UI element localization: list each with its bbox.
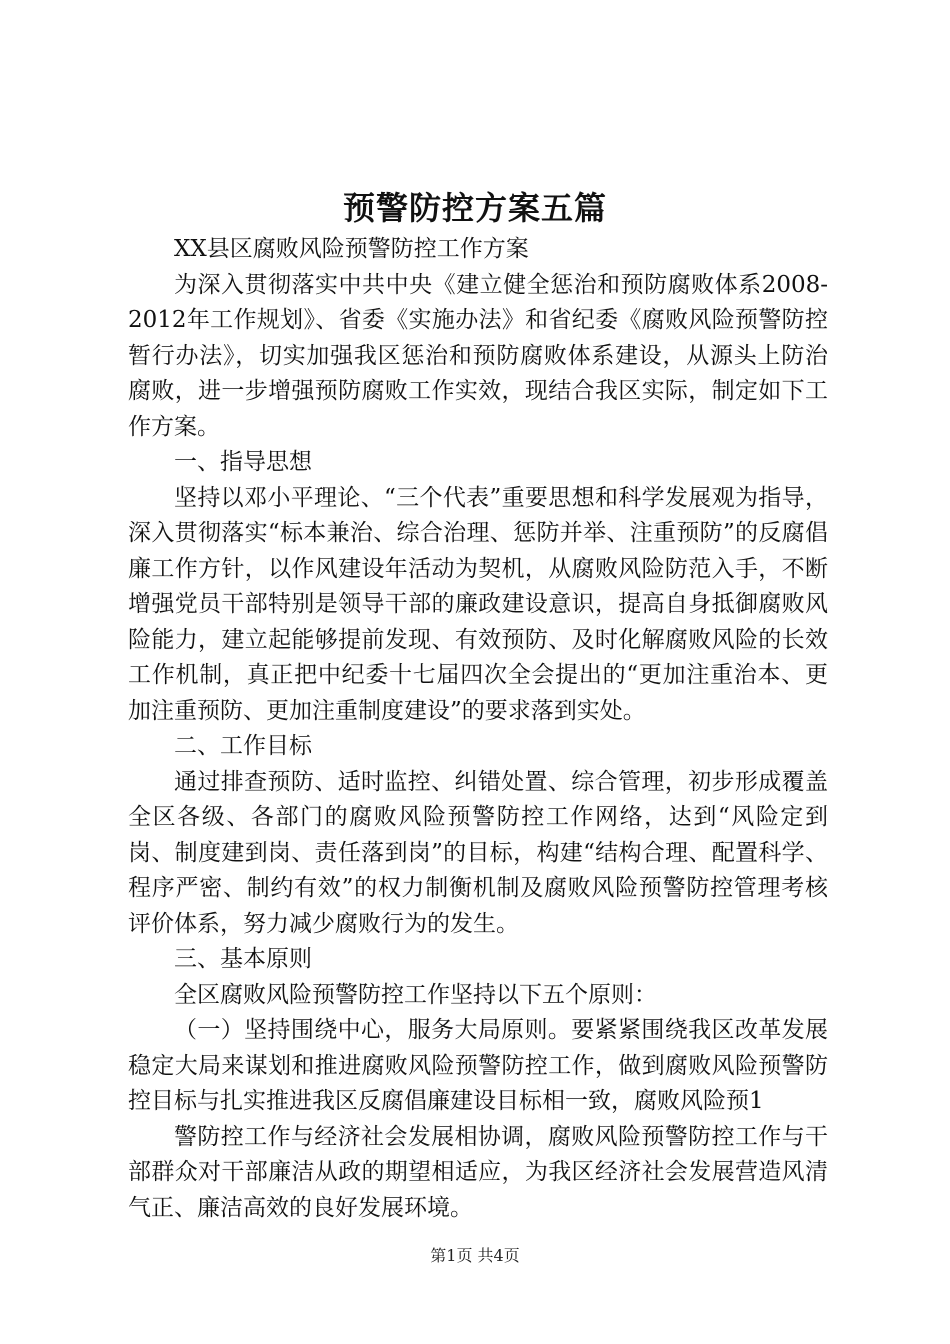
paragraph-work-goals: 通过排查预防、适时监控、纠错处置、综合管理，初步形成覆盖全区各级、各部门的腐败风险预警防控工作网络，达到“风险定到岗、制度建到岗、责任落到岗”的目标，构建“结构合理、配置科学、程序严密、制约有效”的权力制衡机制及腐败风险预警防控管理考核评价体系，努力减少腐败行为的发生。 bbox=[128, 768, 828, 937]
section-heading-work-goals: 二、工作目标 bbox=[174, 733, 312, 759]
page-footer: 第1页 共4页 bbox=[430, 1246, 520, 1265]
document-title: 预警防控方案五篇 bbox=[342, 189, 607, 227]
paragraph-plan-heading: XX县区腐败风险预警防控工作方案 bbox=[174, 236, 529, 262]
document-body bbox=[128, 232, 828, 1226]
paragraph-principles-intro: 全区腐败风险预警防控工作坚持以下五个原则： bbox=[174, 981, 657, 1008]
paragraph-principle-one: （一）坚持围绕中心，服务大局原则。要紧紧围绕我区改革发展稳定大局来谋划和推进腐败风险预警防控工作，做到腐败风险预警防控目标与扎实推进我区反腐倡廉建设目标相一致，腐败风险预1 bbox=[128, 1017, 828, 1114]
paragraph-guiding-ideology: 坚持以邓小平理论、“三个代表”重要思想和科学发展观为指导，深入贯彻落实“标本兼治、综合治理、惩防并举、注重预防”的反腐倡廉工作方针，以作风建设年活动为契机，从腐败风险防范入手，不断增强党员干部特别是领导干部的廉政建设意识，提高自身抵御腐败风险能力，建立起能够提前发现、有效预防、及时化解腐败风险的长效工作机制，真正把中纪委十七届四次全会提出的“更加注重治本、更加注重预防、更加注重制度建设”的要求落到实处。 bbox=[128, 484, 828, 724]
section-heading-basic-principles: 三、基本原则 bbox=[174, 946, 312, 972]
paragraph-principle-one-continued: 警防控工作与经济社会发展相协调，腐败风险预警防控工作与干部群众对干部廉洁从政的期望相适应，为我区经济社会发展营造风清气正、廉洁高效的良好发展环境。 bbox=[128, 1123, 828, 1221]
paragraph-intro: 为深入贯彻落实中共中央《建立健全惩治和预防腐败体系2008-2012年工作规划》、省委《实施办法》和省纪委《腐败风险预警防控暂行办法》，切实加强我区惩治和预防腐败体系建设，从源头上防治腐败，进一步增强预防腐败工作实效，现结合我区实际，制定如下工作方案。 bbox=[128, 271, 828, 440]
section-heading-guiding-ideology: 一、指导思想 bbox=[174, 449, 312, 475]
